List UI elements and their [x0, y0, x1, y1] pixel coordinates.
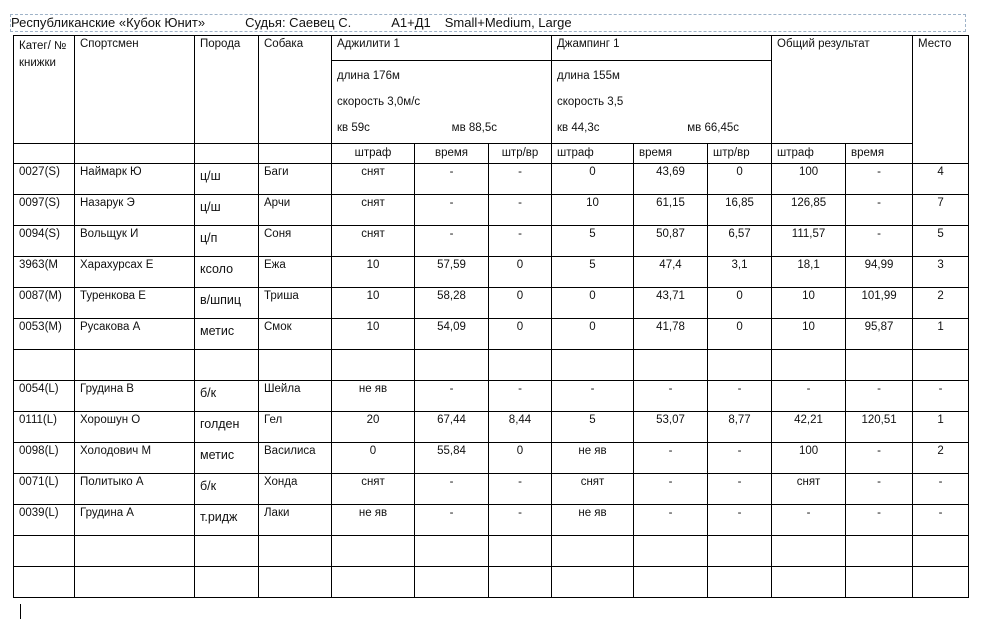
category-cell: [14, 350, 75, 381]
jumping-course-info: [552, 61, 772, 144]
dog-cell: Шейла: [259, 381, 332, 412]
place-cell: [913, 567, 969, 598]
breed-cell: [195, 567, 259, 598]
jumping-time-cell: [634, 536, 708, 567]
jumping-penalty-cell: не яв: [552, 505, 634, 536]
size-categories: Small+Medium, Large: [444, 15, 572, 30]
jumping-penalty-cell: -: [552, 381, 634, 412]
category-cell: 0027(S): [14, 164, 75, 195]
jumping-time-cell: 53,07: [634, 412, 708, 443]
col-total: Общий результат: [772, 36, 913, 144]
results-table: [13, 35, 969, 598]
agility-ratio-cell: -: [489, 195, 552, 226]
place-cell: 4: [913, 164, 969, 195]
agility-penalty-header: штраф: [332, 144, 415, 164]
dog-cell: Соня: [259, 226, 332, 257]
jumping-speed: скорость 3,5: [557, 96, 624, 108]
category-cell: 0097(S): [14, 195, 75, 226]
agility-time-header: время: [415, 144, 489, 164]
dog-cell: Арчи: [259, 195, 332, 226]
place-cell: 2: [913, 443, 969, 474]
total-penalty-cell: -: [772, 505, 846, 536]
total-penalty-cell: [772, 567, 846, 598]
agility-ratio-cell: [489, 350, 552, 381]
text-cursor: [20, 604, 21, 619]
category-cell: 0094(S): [14, 226, 75, 257]
athlete-cell: [75, 567, 195, 598]
place-cell: -: [913, 505, 969, 536]
total-time-cell: 94,99: [846, 257, 913, 288]
category-cell: 0098(L): [14, 443, 75, 474]
class-label: А1+Д1: [391, 15, 431, 30]
table-row: [14, 319, 969, 350]
agility-ratio-cell: 8,44: [489, 412, 552, 443]
jumping-ratio-cell: 8,77: [708, 412, 772, 443]
jumping-time-cell: -: [634, 381, 708, 412]
jumping-time-cell: [634, 350, 708, 381]
agility-time-cell: 57,59: [415, 257, 489, 288]
total-time-cell: [846, 567, 913, 598]
total-time-cell: 120,51: [846, 412, 913, 443]
table-row: [14, 567, 969, 598]
agility-time-cell: [415, 350, 489, 381]
jumping-ratio-cell: [708, 567, 772, 598]
dog-cell: [259, 567, 332, 598]
table-row: [14, 505, 969, 536]
jumping-time-cell: 47,4: [634, 257, 708, 288]
total-penalty-cell: 10: [772, 288, 846, 319]
judge-name: Судья: Саевец С.: [245, 15, 352, 30]
jumping-time-cell: 41,78: [634, 319, 708, 350]
jumping-ratio-cell: 0: [708, 319, 772, 350]
document-header: [10, 14, 966, 32]
agility-time-cell: [415, 567, 489, 598]
total-time-cell: -: [846, 474, 913, 505]
agility-penalty-cell: снят: [332, 226, 415, 257]
agility-time-cell: -: [415, 474, 489, 505]
category-cell: 0087(М): [14, 288, 75, 319]
athlete-cell: Грудина В: [75, 381, 195, 412]
jumping-ratio-cell: -: [708, 505, 772, 536]
agility-time-cell: 67,44: [415, 412, 489, 443]
total-penalty-cell: 126,85: [772, 195, 846, 226]
col-jumping: Джампинг 1: [552, 36, 772, 61]
table-row: [14, 164, 969, 195]
total-penalty-cell: [772, 350, 846, 381]
breed-cell: ксоло: [195, 257, 259, 288]
agility-time-cell: -: [415, 164, 489, 195]
dog-cell: Лаки: [259, 505, 332, 536]
agility-penalty-cell: 10: [332, 288, 415, 319]
total-time-cell: [846, 350, 913, 381]
total-penalty-cell: снят: [772, 474, 846, 505]
jumping-ratio-cell: [708, 350, 772, 381]
jumping-penalty-cell: 0: [552, 319, 634, 350]
total-time-cell: [846, 536, 913, 567]
jumping-penalty-cell: 5: [552, 226, 634, 257]
jumping-mv: мв 66,45с: [687, 122, 739, 134]
place-cell: [913, 350, 969, 381]
agility-time-cell: -: [415, 226, 489, 257]
table-row: [14, 195, 969, 226]
category-cell: [14, 536, 75, 567]
agility-mv: мв 88,5с: [451, 122, 497, 134]
agility-penalty-cell: снят: [332, 474, 415, 505]
total-penalty-cell: [772, 536, 846, 567]
dog-cell: Триша: [259, 288, 332, 319]
jumping-length: длина 155м: [557, 70, 620, 82]
empty-sub-cell: [259, 144, 332, 164]
jumping-ratio-cell: -: [708, 443, 772, 474]
total-penalty-cell: 100: [772, 164, 846, 195]
breed-cell: б/к: [195, 474, 259, 505]
agility-time-cell: 55,84: [415, 443, 489, 474]
breed-cell: б/к: [195, 381, 259, 412]
athlete-cell: Вольщук И: [75, 226, 195, 257]
agility-penalty-cell: снят: [332, 164, 415, 195]
agility-ratio-cell: -: [489, 226, 552, 257]
agility-ratio-cell: [489, 536, 552, 567]
agility-penalty-cell: 10: [332, 319, 415, 350]
place-cell: 1: [913, 319, 969, 350]
place-cell: [913, 536, 969, 567]
breed-cell: ц/п: [195, 226, 259, 257]
agility-ratio-cell: 0: [489, 288, 552, 319]
jumping-ratio-cell: 3,1: [708, 257, 772, 288]
place-cell: 3: [913, 257, 969, 288]
jumping-ratio-cell: [708, 536, 772, 567]
agility-time-cell: 54,09: [415, 319, 489, 350]
dog-cell: Ежа: [259, 257, 332, 288]
jumping-time-cell: 50,87: [634, 226, 708, 257]
competition-title: Республиканские «Кубок Юнит»: [11, 15, 206, 30]
category-cell: 0053(М): [14, 319, 75, 350]
jumping-time-cell: -: [634, 505, 708, 536]
breed-cell: в/шпиц: [195, 288, 259, 319]
total-time-cell: -: [846, 381, 913, 412]
jumping-time-cell: -: [634, 443, 708, 474]
agility-penalty-cell: [332, 567, 415, 598]
jumping-penalty-cell: 10: [552, 195, 634, 226]
agility-penalty-cell: 0: [332, 443, 415, 474]
table-row: [14, 257, 969, 288]
dog-cell: Баги: [259, 164, 332, 195]
breed-cell: голден: [195, 412, 259, 443]
agility-ratio-cell: -: [489, 505, 552, 536]
breed-cell: [195, 536, 259, 567]
table-row: [14, 412, 969, 443]
table-row: [14, 536, 969, 567]
jumping-penalty-cell: [552, 567, 634, 598]
jumping-penalty-cell: 0: [552, 164, 634, 195]
total-time-cell: -: [846, 505, 913, 536]
col-category: Катег/ № книжки: [14, 36, 75, 144]
agility-time-cell: 58,28: [415, 288, 489, 319]
athlete-cell: [75, 350, 195, 381]
agility-length: длина 176м: [337, 70, 400, 82]
jumping-penalty-cell: 0: [552, 288, 634, 319]
jumping-ratio-cell: 16,85: [708, 195, 772, 226]
agility-penalty-cell: [332, 536, 415, 567]
jumping-ratio-cell: 0: [708, 164, 772, 195]
jumping-penalty-cell: не яв: [552, 443, 634, 474]
agility-penalty-cell: 20: [332, 412, 415, 443]
agility-penalty-cell: не яв: [332, 381, 415, 412]
athlete-cell: Туренкова Е: [75, 288, 195, 319]
table-row: [14, 288, 969, 319]
jumping-penalty-cell: [552, 350, 634, 381]
athlete-cell: Хорошун О: [75, 412, 195, 443]
results-body: [14, 164, 969, 598]
category-cell: 0039(L): [14, 505, 75, 536]
category-cell: 3963(М: [14, 257, 75, 288]
table-row: [14, 350, 969, 381]
total-time-cell: -: [846, 443, 913, 474]
dog-cell: Смок: [259, 319, 332, 350]
place-cell: 7: [913, 195, 969, 226]
category-cell: 0071(L): [14, 474, 75, 505]
col-agility: Аджилити 1: [332, 36, 552, 61]
agility-penalty-cell: снят: [332, 195, 415, 226]
agility-kv: кв 59с: [337, 122, 370, 134]
total-penalty-cell: 18,1: [772, 257, 846, 288]
athlete-cell: [75, 536, 195, 567]
agility-ratio-cell: 0: [489, 257, 552, 288]
jumping-time-cell: 43,71: [634, 288, 708, 319]
jumping-kv: кв 44,3с: [557, 122, 600, 134]
dog-cell: Хонда: [259, 474, 332, 505]
total-time-cell: -: [846, 226, 913, 257]
breed-cell: метис: [195, 443, 259, 474]
jumping-time-cell: 61,15: [634, 195, 708, 226]
athlete-cell: Харахурсах Е: [75, 257, 195, 288]
jumping-penalty-cell: 5: [552, 257, 634, 288]
total-time-cell: 95,87: [846, 319, 913, 350]
jumping-penalty-cell: снят: [552, 474, 634, 505]
athlete-cell: Грудина А: [75, 505, 195, 536]
header-row: [14, 36, 969, 61]
agility-penalty-cell: 10: [332, 257, 415, 288]
athlete-cell: Наймарк Ю: [75, 164, 195, 195]
breed-cell: ц/ш: [195, 195, 259, 226]
agility-penalty-cell: [332, 350, 415, 381]
category-cell: [14, 567, 75, 598]
col-breed: Порода: [195, 36, 259, 144]
breed-cell: т.ридж: [195, 505, 259, 536]
agility-ratio-cell: -: [489, 164, 552, 195]
jumping-ratio-cell: -: [708, 381, 772, 412]
table-row: [14, 381, 969, 412]
athlete-cell: Политыко А: [75, 474, 195, 505]
col-place: Место: [913, 36, 969, 164]
col-dog: Собака: [259, 36, 332, 144]
empty-sub-cell: [14, 144, 75, 164]
dog-cell: [259, 536, 332, 567]
subheader-row: [14, 144, 969, 164]
breed-cell: метис: [195, 319, 259, 350]
total-time-cell: -: [846, 164, 913, 195]
agility-ratio-cell: 0: [489, 443, 552, 474]
total-time-header: время: [846, 144, 913, 164]
total-penalty-header: штраф: [772, 144, 846, 164]
athlete-cell: Назарук Э: [75, 195, 195, 226]
jumping-time-cell: 43,69: [634, 164, 708, 195]
total-penalty-cell: 111,57: [772, 226, 846, 257]
breed-cell: [195, 350, 259, 381]
agility-time-cell: -: [415, 195, 489, 226]
agility-time-cell: -: [415, 505, 489, 536]
breed-cell: ц/ш: [195, 164, 259, 195]
place-cell: 5: [913, 226, 969, 257]
table-row: [14, 443, 969, 474]
agility-ratio-cell: -: [489, 381, 552, 412]
total-time-cell: -: [846, 195, 913, 226]
agility-ratio-cell: -: [489, 474, 552, 505]
category-cell: 0111(L): [14, 412, 75, 443]
table-row: [14, 226, 969, 257]
total-penalty-cell: 10: [772, 319, 846, 350]
jumping-ratio-cell: -: [708, 474, 772, 505]
jumping-time-cell: [634, 567, 708, 598]
jumping-time-cell: -: [634, 474, 708, 505]
jumping-ratio-cell: 6,57: [708, 226, 772, 257]
agility-ratio-header: штр/вр: [489, 144, 552, 164]
col-athlete: Спортсмен: [75, 36, 195, 144]
category-cell: 0054(L): [14, 381, 75, 412]
jumping-ratio-header: штр/вр: [708, 144, 772, 164]
dog-cell: Гел: [259, 412, 332, 443]
jumping-penalty-cell: [552, 536, 634, 567]
agility-penalty-cell: не яв: [332, 505, 415, 536]
jumping-penalty-cell: 5: [552, 412, 634, 443]
agility-time-cell: -: [415, 381, 489, 412]
jumping-ratio-cell: 0: [708, 288, 772, 319]
agility-course-info: [332, 61, 552, 144]
jumping-time-header: время: [634, 144, 708, 164]
athlete-cell: Холодович М: [75, 443, 195, 474]
agility-ratio-cell: 0: [489, 319, 552, 350]
place-cell: 1: [913, 412, 969, 443]
table-row: [14, 474, 969, 505]
place-cell: 2: [913, 288, 969, 319]
total-penalty-cell: -: [772, 381, 846, 412]
dog-cell: [259, 350, 332, 381]
empty-sub-cell: [75, 144, 195, 164]
agility-speed: скорость 3,0м/с: [337, 96, 421, 108]
athlete-cell: Русакова А: [75, 319, 195, 350]
empty-sub-cell: [195, 144, 259, 164]
agility-ratio-cell: [489, 567, 552, 598]
agility-time-cell: [415, 536, 489, 567]
place-cell: -: [913, 381, 969, 412]
total-penalty-cell: 100: [772, 443, 846, 474]
total-time-cell: 101,99: [846, 288, 913, 319]
jumping-penalty-header: штраф: [552, 144, 634, 164]
place-cell: -: [913, 474, 969, 505]
total-penalty-cell: 42,21: [772, 412, 846, 443]
dog-cell: Василиса: [259, 443, 332, 474]
